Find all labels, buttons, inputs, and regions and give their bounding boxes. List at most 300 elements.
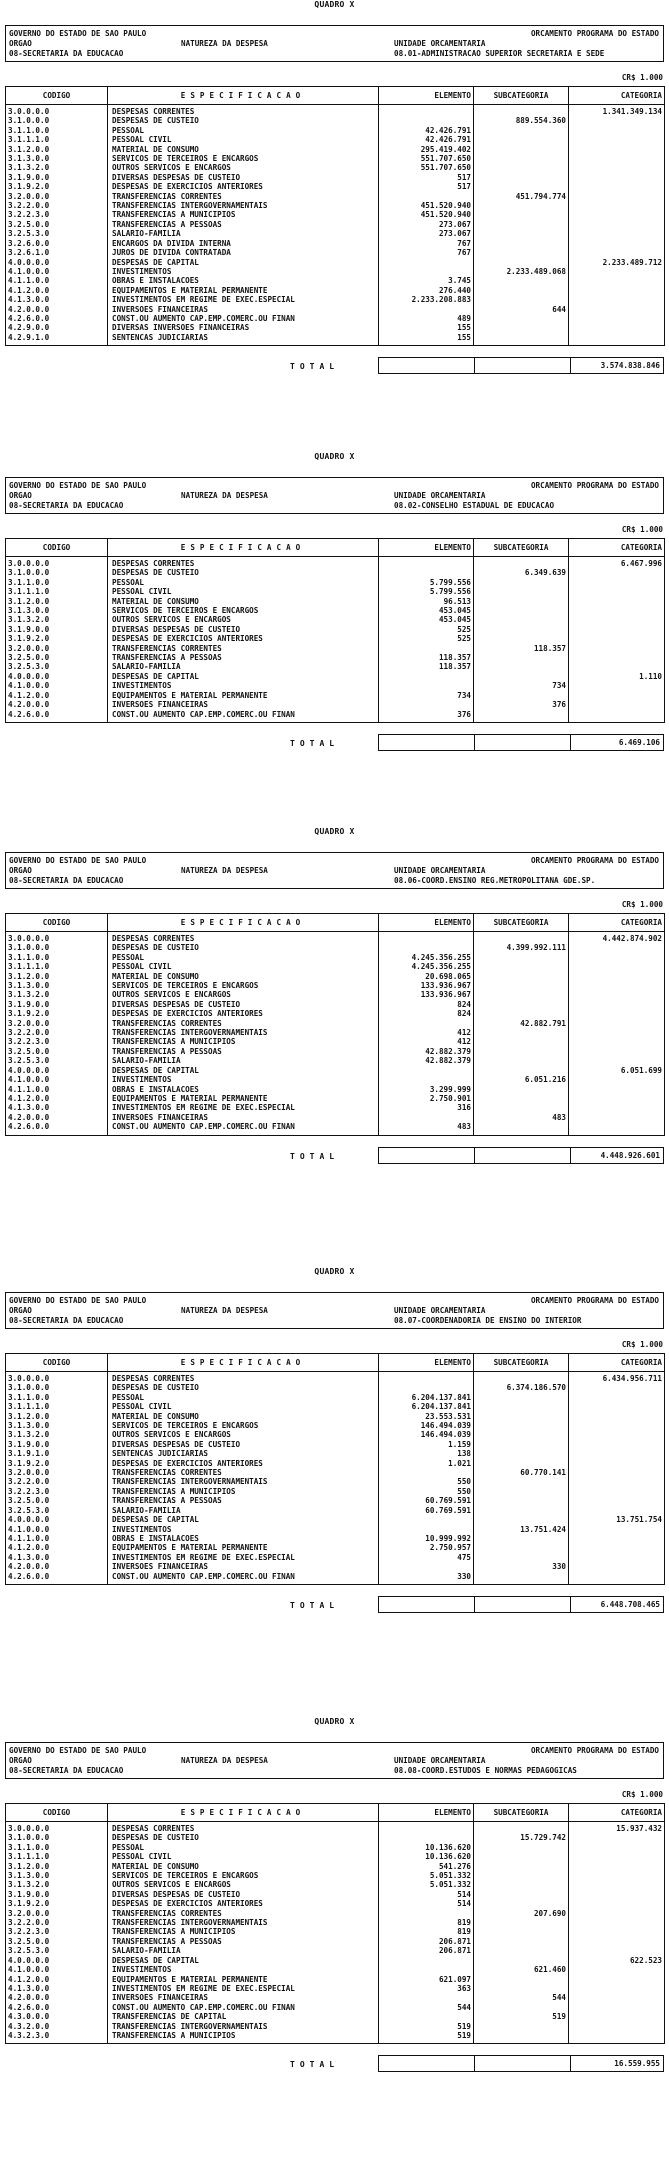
total-categoria: 3.574.838.846 [600, 361, 660, 370]
cell-elemento: 5.051.332 [379, 1871, 474, 1880]
cell-subcategoria [474, 578, 569, 587]
cell-elemento [379, 1833, 474, 1842]
cell-subcategoria [474, 1056, 569, 1065]
cell-categoria [569, 568, 665, 577]
table-row [6, 258, 665, 267]
table-row [6, 615, 665, 624]
cell-especificacao: DESPESAS DE EXERCICIOS ANTERIORES [108, 1899, 379, 1908]
cell-codigo: 4.2.0.0.0 [6, 1113, 108, 1122]
table-row [6, 229, 665, 238]
cell-elemento: 514 [379, 1890, 474, 1899]
cell-categoria [569, 943, 665, 952]
table-row [6, 116, 665, 125]
cell-elemento: 2.750.957 [379, 1543, 474, 1552]
cell-especificacao: PESSOAL CIVIL [108, 587, 379, 596]
table-row [6, 1056, 665, 1065]
cell-categoria [569, 1430, 665, 1439]
cell-elemento: 133.936.967 [379, 981, 474, 990]
table-row [6, 1543, 665, 1552]
cell-subcategoria [474, 653, 569, 662]
quadro-title: QUADRO X [314, 827, 355, 836]
cell-categoria [569, 634, 665, 643]
cell-categoria [569, 276, 665, 285]
table-row [6, 1553, 665, 1562]
cell-elemento: 819 [379, 1927, 474, 1936]
table-body [6, 1822, 665, 2044]
cell-categoria [569, 2031, 665, 2044]
cell-subcategoria [474, 1937, 569, 1946]
header-box [5, 852, 664, 889]
governo-label: GOVERNO DO ESTADO DE SAO PAULO [9, 1296, 147, 1305]
cell-especificacao: CONST.OU AUMENTO CAP.EMP.COMERC.OU FINAN [108, 710, 379, 723]
cell-elemento [379, 1965, 474, 1974]
cell-subcategoria [474, 1094, 569, 1103]
cell-categoria [569, 1562, 665, 1571]
cell-especificacao: EQUIPAMENTOS E MATERIAL PERMANENTE [108, 1543, 379, 1552]
natureza-label: NATUREZA DA DESPESA [181, 1306, 268, 1315]
cell-especificacao: CONST.OU AUMENTO CAP.EMP.COMERC.OU FINAN [108, 314, 379, 323]
table-header-row [6, 914, 665, 932]
table-row [6, 248, 665, 257]
cell-codigo: 4.1.2.0.0 [6, 1543, 108, 1552]
table-row [6, 962, 665, 971]
total-elemento [379, 358, 475, 373]
cell-especificacao: DESPESAS CORRENTES [108, 557, 379, 569]
cell-elemento: 363 [379, 1984, 474, 1993]
cell-subcategoria [474, 587, 569, 596]
table-row [6, 192, 665, 201]
col-header-codigo: CODIGO [6, 87, 108, 105]
total-subcategoria [475, 735, 571, 750]
unidade-label: UNIDADE ORCAMENTARIA [394, 1756, 486, 1765]
cell-subcategoria [474, 1975, 569, 1984]
cell-especificacao: TRANSFERENCIAS INTERGOVERNAMENTAIS [108, 1477, 379, 1486]
cell-categoria [569, 625, 665, 634]
col-header-elemento: ELEMENTO [379, 539, 474, 557]
orgao-value: 08-SECRETARIA DA EDUCACAO [9, 1316, 124, 1325]
col-header-elemento: ELEMENTO [379, 1804, 474, 1822]
table-row [6, 710, 665, 723]
orgao-label: ORGAO [9, 39, 32, 48]
cell-codigo: 4.0.0.0.0 [6, 1956, 108, 1965]
table-row [6, 333, 665, 346]
cell-categoria [569, 145, 665, 154]
table-body [6, 932, 665, 1136]
cell-elemento: 453.045 [379, 615, 474, 624]
cell-elemento: 118.357 [379, 662, 474, 671]
table-row [6, 135, 665, 144]
cell-elemento: 146.494.039 [379, 1430, 474, 1439]
table-row [6, 1468, 665, 1477]
table-row [6, 305, 665, 314]
table-row [6, 105, 665, 117]
cell-categoria [569, 1103, 665, 1112]
col-header-especificacao: ESPECIFICACAO [108, 87, 379, 105]
table-row [6, 2031, 665, 2044]
cell-elemento: 551.707.650 [379, 163, 474, 172]
col-header-subcategoria: SUBCATEGORIA [474, 1354, 569, 1372]
cell-especificacao: TRANSFERENCIAS INTERGOVERNAMENTAIS [108, 201, 379, 210]
cell-codigo: 4.2.6.0.0 [6, 1122, 108, 1135]
cell-especificacao: PESSOAL [108, 1393, 379, 1402]
table-row [6, 1075, 665, 1084]
table-row [6, 568, 665, 577]
cell-elemento [379, 1113, 474, 1122]
cell-subcategoria [474, 634, 569, 643]
orgao-label: ORGAO [9, 866, 32, 875]
table-row [6, 672, 665, 681]
cell-codigo: 3.1.2.0.0 [6, 1412, 108, 1421]
table-row [6, 990, 665, 999]
col-header-elemento: ELEMENTO [379, 1354, 474, 1372]
cell-codigo: 3.1.0.0.0 [6, 1833, 108, 1842]
cell-categoria [569, 691, 665, 700]
table-row [6, 295, 665, 304]
col-header-categoria: CATEGORIA [569, 87, 665, 105]
cell-categoria [569, 2012, 665, 2021]
col-header-codigo: CODIGO [6, 1804, 108, 1822]
cell-elemento: 206.871 [379, 1946, 474, 1955]
table-row [6, 700, 665, 709]
orgao-value: 08-SECRETARIA DA EDUCACAO [9, 49, 124, 58]
cell-elemento: 276.440 [379, 286, 474, 295]
cell-especificacao: TRANSFERENCIAS INTERGOVERNAMENTAIS [108, 1918, 379, 1927]
cell-subcategoria [474, 1822, 569, 1834]
currency-unit: CR$ 1.000 [621, 525, 663, 534]
table-row [6, 981, 665, 990]
cell-subcategoria [474, 1534, 569, 1543]
cell-codigo: 4.1.2.0.0 [6, 1975, 108, 1984]
cell-subcategoria [474, 691, 569, 700]
cell-subcategoria: 519 [474, 2012, 569, 2021]
total-categoria: 6.469.106 [618, 738, 660, 747]
table-row [6, 2003, 665, 2012]
cell-categoria [569, 135, 665, 144]
cell-elemento: 376 [379, 710, 474, 723]
orgao-label: ORGAO [9, 491, 32, 500]
table-row [6, 1383, 665, 1392]
cell-codigo: 4.1.1.0.0 [6, 276, 108, 285]
cell-subcategoria [474, 1572, 569, 1585]
cell-especificacao: INVERSOES FINANCEIRAS [108, 1562, 379, 1571]
table-body [6, 1372, 665, 1585]
cell-elemento: 42.882.379 [379, 1047, 474, 1056]
cell-elemento [379, 557, 474, 569]
cell-elemento: 621.097 [379, 1975, 474, 1984]
cell-codigo: 4.1.2.0.0 [6, 691, 108, 700]
cell-categoria [569, 710, 665, 723]
table-row [6, 286, 665, 295]
cell-especificacao: DESPESAS DE CAPITAL [108, 672, 379, 681]
cell-categoria: 4.442.874.902 [569, 932, 665, 944]
cell-elemento [379, 700, 474, 709]
cell-subcategoria [474, 625, 569, 634]
cell-especificacao: TRANSFERENCIAS CORRENTES [108, 1019, 379, 1028]
cell-elemento: 23.553.531 [379, 1412, 474, 1421]
cell-elemento: 6.204.137.841 [379, 1393, 474, 1402]
unidade-value: 08.02-CONSELHO ESTADUAL DE EDUCACAO [394, 501, 555, 510]
col-header-categoria: CATEGORIA [569, 539, 665, 557]
cell-especificacao: TRANSFERENCIAS A MUNICIPIOS [108, 210, 379, 219]
cell-elemento: 767 [379, 239, 474, 248]
orcamento-label: ORCAMENTO PROGRAMA DO ESTADO [530, 29, 659, 38]
cell-subcategoria [474, 1028, 569, 1037]
cell-subcategoria: 621.460 [474, 1965, 569, 1974]
cell-elemento: 118.357 [379, 653, 474, 662]
cell-especificacao: TRANSFERENCIAS A PESSOAS [108, 220, 379, 229]
table-row [6, 644, 665, 653]
cell-subcategoria [474, 1421, 569, 1430]
cell-codigo: 3.1.2.0.0 [6, 597, 108, 606]
cell-subcategoria [474, 1506, 569, 1515]
cell-categoria: 1.341.349.134 [569, 105, 665, 117]
cell-elemento: 4.245.356.255 [379, 953, 474, 962]
table-row [6, 681, 665, 690]
cell-especificacao: DESPESAS CORRENTES [108, 105, 379, 117]
cell-especificacao: PESSOAL CIVIL [108, 1402, 379, 1411]
cell-codigo: 4.1.1.0.0 [6, 1534, 108, 1543]
cell-codigo: 3.2.5.3.0 [6, 662, 108, 671]
cell-codigo: 3.1.3.2.0 [6, 990, 108, 999]
cell-subcategoria: 451.794.774 [474, 192, 569, 201]
table-row [6, 625, 665, 634]
cell-especificacao: DESPESAS DE CUSTEIO [108, 943, 379, 952]
table-row [6, 1009, 665, 1018]
cell-elemento: 3.745 [379, 276, 474, 285]
cell-subcategoria [474, 135, 569, 144]
cell-categoria [569, 953, 665, 962]
cell-categoria [569, 182, 665, 191]
table-row [6, 932, 665, 944]
table-row [6, 276, 665, 285]
cell-elemento: 734 [379, 691, 474, 700]
cell-especificacao: PESSOAL CIVIL [108, 135, 379, 144]
cell-especificacao: TRANSFERENCIAS A PESSOAS [108, 653, 379, 662]
cell-elemento: 4.245.356.255 [379, 962, 474, 971]
table-row [6, 1880, 665, 1889]
cell-elemento: 767 [379, 248, 474, 257]
cell-especificacao: OUTROS SERVICOS E ENCARGOS [108, 163, 379, 172]
cell-codigo: 4.3.2.0.0 [6, 2022, 108, 2031]
total-box [378, 357, 664, 374]
total-subcategoria [475, 2056, 571, 2071]
orgao-label: ORGAO [9, 1306, 32, 1315]
cell-especificacao: DIVERSAS DESPESAS DE CUSTEIO [108, 1000, 379, 1009]
table-row [6, 1000, 665, 1009]
cell-categoria [569, 1459, 665, 1468]
header-box [5, 1742, 664, 1779]
cell-subcategoria [474, 615, 569, 624]
cell-codigo: 4.1.0.0.0 [6, 267, 108, 276]
cell-especificacao: DIVERSAS DESPESAS DE CUSTEIO [108, 173, 379, 182]
cell-subcategoria [474, 276, 569, 285]
table-row [6, 1843, 665, 1852]
cell-categoria [569, 1852, 665, 1861]
cell-codigo: 3.1.3.0.0 [6, 1871, 108, 1880]
cell-codigo: 4.0.0.0.0 [6, 1066, 108, 1075]
cell-subcategoria [474, 154, 569, 163]
total-box [378, 1147, 664, 1164]
cell-codigo: 3.2.0.0.0 [6, 1468, 108, 1477]
cell-especificacao: EQUIPAMENTOS E MATERIAL PERMANENTE [108, 1094, 379, 1103]
cell-subcategoria [474, 1066, 569, 1075]
cell-subcategoria: 15.729.742 [474, 1833, 569, 1842]
cell-elemento: 42.426.791 [379, 126, 474, 135]
cell-especificacao: CONST.OU AUMENTO CAP.EMP.COMERC.OU FINAN [108, 1572, 379, 1585]
cell-categoria [569, 1477, 665, 1486]
cell-especificacao: DIVERSAS DESPESAS DE CUSTEIO [108, 625, 379, 634]
table-row [6, 1440, 665, 1449]
cell-elemento [379, 192, 474, 201]
cell-codigo: 3.1.0.0.0 [6, 1383, 108, 1392]
cell-subcategoria [474, 981, 569, 990]
table-row [6, 163, 665, 172]
total-label: TOTAL [290, 1152, 340, 1161]
cell-especificacao: INVESTIMENTOS EM REGIME DE EXEC.ESPECIAL [108, 1553, 379, 1562]
cell-categoria [569, 615, 665, 624]
cell-categoria [569, 1421, 665, 1430]
cell-codigo: 4.2.6.0.0 [6, 710, 108, 723]
table-header-row [6, 539, 665, 557]
cell-categoria [569, 2003, 665, 2012]
cell-elemento: 42.882.379 [379, 1056, 474, 1065]
cell-subcategoria [474, 1487, 569, 1496]
cell-especificacao: TRANSFERENCIAS A PESSOAS [108, 1496, 379, 1505]
cell-elemento: 42.426.791 [379, 135, 474, 144]
col-header-especificacao: ESPECIFICACAO [108, 539, 379, 557]
cell-especificacao: DESPESAS CORRENTES [108, 1372, 379, 1384]
table-row [6, 1871, 665, 1880]
table-header-row [6, 1354, 665, 1372]
cell-codigo: 3.2.0.0.0 [6, 1909, 108, 1918]
cell-elemento: 551.707.650 [379, 154, 474, 163]
table-row [6, 1937, 665, 1946]
cell-categoria [569, 1506, 665, 1515]
quadro-title: QUADRO X [314, 1267, 355, 1276]
table-row [6, 1402, 665, 1411]
cell-especificacao: TRANSFERENCIAS A MUNICIPIOS [108, 1927, 379, 1936]
cell-categoria [569, 1833, 665, 1842]
table-row [6, 1984, 665, 1993]
cell-categoria [569, 305, 665, 314]
col-header-categoria: CATEGORIA [569, 1354, 665, 1372]
cell-codigo: 3.1.3.0.0 [6, 1421, 108, 1430]
cell-subcategoria [474, 1852, 569, 1861]
cell-subcategoria [474, 1372, 569, 1384]
cell-categoria: 2.233.489.712 [569, 258, 665, 267]
cell-codigo: 3.1.9.2.0 [6, 1459, 108, 1468]
cell-elemento [379, 932, 474, 944]
cell-especificacao: PESSOAL [108, 578, 379, 587]
cell-categoria [569, 1534, 665, 1543]
cell-categoria [569, 587, 665, 596]
cell-elemento: 451.520.940 [379, 201, 474, 210]
cell-elemento: 824 [379, 1009, 474, 1018]
cell-codigo: 4.3.2.3.0 [6, 2031, 108, 2044]
cell-categoria [569, 1383, 665, 1392]
cell-categoria [569, 333, 665, 346]
cell-codigo: 3.1.1.0.0 [6, 953, 108, 962]
table-row [6, 587, 665, 596]
orcamento-label: ORCAMENTO PROGRAMA DO ESTADO [530, 1296, 659, 1305]
cell-categoria [569, 126, 665, 135]
table-row [6, 1103, 665, 1112]
cell-categoria [569, 286, 665, 295]
cell-subcategoria [474, 126, 569, 135]
cell-subcategoria: 644 [474, 305, 569, 314]
cell-elemento: 824 [379, 1000, 474, 1009]
cell-elemento: 2.750.901 [379, 1094, 474, 1103]
table-header-row [6, 1804, 665, 1822]
cell-especificacao: DIVERSAS INVERSOES FINANCEIRAS [108, 323, 379, 332]
cell-codigo: 3.1.3.2.0 [6, 1880, 108, 1889]
table-row [6, 578, 665, 587]
cell-especificacao: INVESTIMENTOS EM REGIME DE EXEC.ESPECIAL [108, 295, 379, 304]
cell-especificacao: INVERSOES FINANCEIRAS [108, 1993, 379, 2002]
cell-codigo: 3.1.9.0.0 [6, 173, 108, 182]
cell-categoria [569, 1487, 665, 1496]
cell-categoria [569, 1085, 665, 1094]
cell-categoria [569, 1047, 665, 1056]
col-header-especificacao: ESPECIFICACAO [108, 1354, 379, 1372]
cell-elemento [379, 1075, 474, 1084]
table-row [6, 1066, 665, 1075]
governo-label: GOVERNO DO ESTADO DE SAO PAULO [9, 29, 147, 38]
table-row [6, 182, 665, 191]
cell-elemento: 155 [379, 333, 474, 346]
cell-codigo: 4.0.0.0.0 [6, 672, 108, 681]
cell-subcategoria [474, 1085, 569, 1094]
table-row [6, 267, 665, 276]
header-box [5, 25, 664, 62]
col-header-subcategoria: SUBCATEGORIA [474, 914, 569, 932]
cell-elemento [379, 1822, 474, 1834]
col-header-categoria: CATEGORIA [569, 1804, 665, 1822]
cell-subcategoria [474, 606, 569, 615]
unidade-value: 08.08-COORD.ESTUDOS E NORMAS PEDAGOGICAS [394, 1766, 577, 1775]
cell-codigo: 3.2.2.0.0 [6, 1918, 108, 1927]
cell-subcategoria [474, 1880, 569, 1889]
cell-codigo: 4.3.0.0.0 [6, 2012, 108, 2021]
cell-categoria [569, 1496, 665, 1505]
cell-codigo: 3.0.0.0.0 [6, 1372, 108, 1384]
cell-codigo: 4.2.9.1.0 [6, 333, 108, 346]
cell-elemento [379, 305, 474, 314]
total-categoria: 16.559.955 [614, 2059, 660, 2068]
cell-especificacao: PESSOAL CIVIL [108, 1852, 379, 1861]
cell-codigo: 3.1.1.0.0 [6, 1393, 108, 1402]
natureza-label: NATUREZA DA DESPESA [181, 39, 268, 48]
cell-subcategoria [474, 962, 569, 971]
table-row [6, 1487, 665, 1496]
cell-especificacao: TRANSFERENCIAS A MUNICIPIOS [108, 1037, 379, 1046]
orgao-value: 08-SECRETARIA DA EDUCACAO [9, 876, 124, 885]
total-categoria: 4.448.926.601 [600, 1151, 660, 1160]
cell-categoria [569, 239, 665, 248]
table-header-row [6, 87, 665, 105]
cell-especificacao: DESPESAS DE EXERCICIOS ANTERIORES [108, 182, 379, 191]
cell-subcategoria: 734 [474, 681, 569, 690]
cell-especificacao: SALARIO-FAMILIA [108, 662, 379, 671]
cell-codigo: 3.1.1.0.0 [6, 1843, 108, 1852]
cell-subcategoria [474, 1843, 569, 1852]
cell-elemento: 544 [379, 2003, 474, 2012]
cell-elemento: 316 [379, 1103, 474, 1112]
cell-codigo: 3.1.9.0.0 [6, 625, 108, 634]
cell-codigo: 4.1.3.0.0 [6, 295, 108, 304]
cell-especificacao: CONST.OU AUMENTO CAP.EMP.COMERC.OU FINAN [108, 2003, 379, 2012]
col-header-subcategoria: SUBCATEGORIA [474, 539, 569, 557]
